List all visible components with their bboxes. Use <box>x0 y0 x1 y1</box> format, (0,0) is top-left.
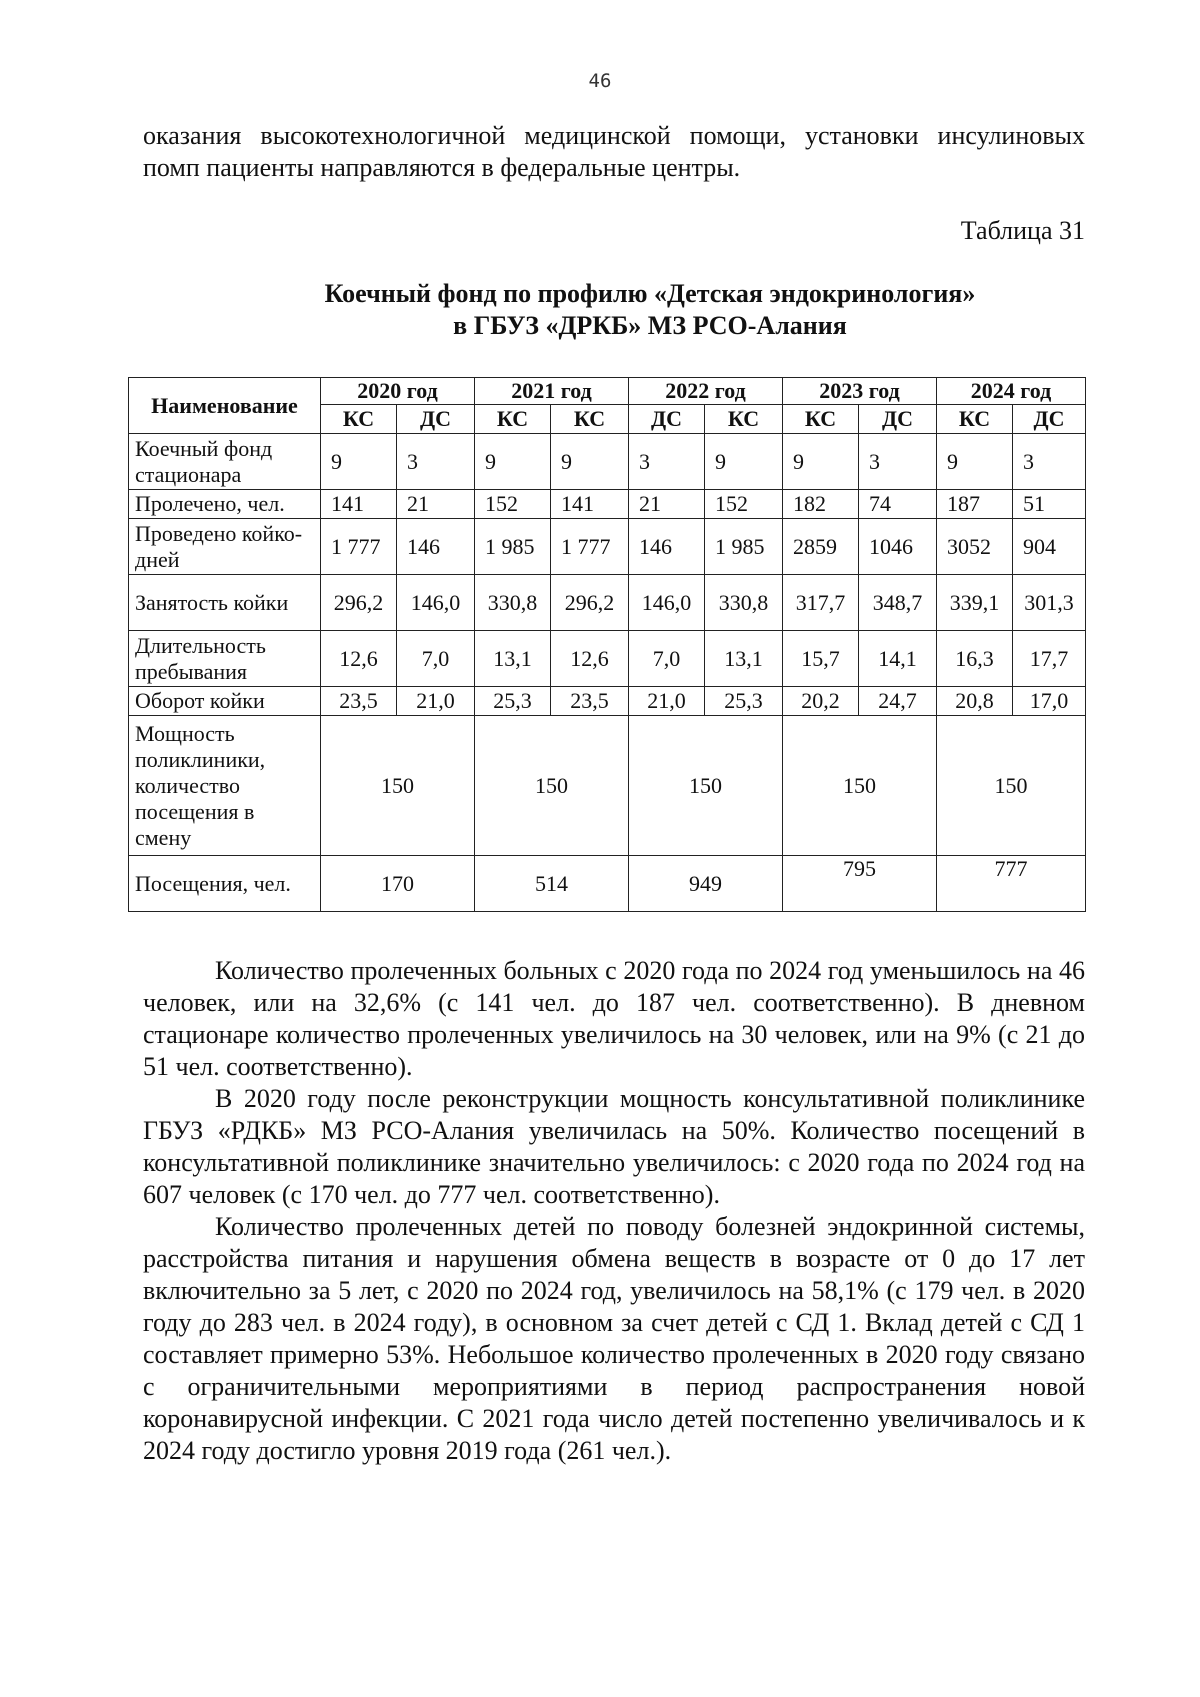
subheader-cell: ДС <box>1013 405 1086 434</box>
intro-paragraph: оказания высокотехнологичной медицинской помощи, установки инсулиновых помп пациенты направляются в федеральные центры. <box>143 121 1085 182</box>
table-cell: 23,5 <box>321 687 397 716</box>
table-cell: 25,3 <box>475 687 551 716</box>
table-cell: 330,8 <box>475 575 551 631</box>
table-cell: 1 985 <box>705 519 783 575</box>
table-cell: 904 <box>1013 519 1086 575</box>
row-label: Мощность поликлиники, количество посещения в смену <box>129 716 321 856</box>
body-text <box>143 955 1085 1467</box>
table-cell: 339,1 <box>937 575 1013 631</box>
table-cell: 146,0 <box>397 575 475 631</box>
table-cell: 3 <box>1013 434 1086 490</box>
paragraph-endocrine-children: Количество пролеченных детей по поводу болезней эндокринной системы, расстройства питания и нарушения обмена веществ в возрасте от 0 до 17 лет включительно за 5 лет, с 2020 по 2024 год, увеличилось на 58,1% (с 179 чел. в 2020 году до 283 чел. в 2024 году), в основном за счет детей с СД 1. Вклад детей с СД 1 составляет примерно 53%. Небольшое количество пролеченных в 2020 году связано с ограничительными мероприятиями в период распространения новой коронавирусной инфекции. С 2021 года число детей постепенно увеличивалось и к 2024 году достигло уровня 2019 года (261 чел.). <box>143 1212 1085 1465</box>
table-cell: 23,5 <box>551 687 629 716</box>
table-cell: 1046 <box>859 519 937 575</box>
header-year-2021: 2021 год <box>475 378 629 405</box>
table-row <box>129 575 1086 631</box>
page-number: 46 <box>588 70 612 92</box>
table-cell: 146 <box>629 519 705 575</box>
table-cell: 17,7 <box>1013 631 1086 687</box>
header-year-2020: 2020 год <box>321 378 475 405</box>
row-label: Длительность пребывания <box>129 631 321 687</box>
table-cell: 141 <box>321 490 397 519</box>
table-cell: 9 <box>551 434 629 490</box>
table-cell: 21 <box>629 490 705 519</box>
row-label: Оборот койки <box>129 687 321 716</box>
table-cell: 21,0 <box>397 687 475 716</box>
table-cell: 296,2 <box>551 575 629 631</box>
subheader-cell: КС <box>551 405 629 434</box>
subheader-cell: КС <box>705 405 783 434</box>
table-cell: 150 <box>937 716 1086 856</box>
table-cell: 170 <box>321 856 475 912</box>
table-caption: Таблица 31 <box>960 216 1085 245</box>
table-row <box>129 716 1086 856</box>
table-cell: 949 <box>629 856 783 912</box>
table-cell: 795 <box>783 856 937 912</box>
table-cell: 9 <box>937 434 1013 490</box>
table-cell: 348,7 <box>859 575 937 631</box>
table-cell: 152 <box>705 490 783 519</box>
table-cell: 15,7 <box>783 631 859 687</box>
header-year-2024: 2024 год <box>937 378 1086 405</box>
subheader-cell: КС <box>937 405 1013 434</box>
table-cell: 1 777 <box>551 519 629 575</box>
table-cell: 1 985 <box>475 519 551 575</box>
paragraph-treated-patients: Количество пролеченных больных с 2020 года по 2024 год уменьшилось на 46 человек, или на 32,6% (с 141 чел. до 187 чел. соответственно). В дневном стационаре количество пролеченных увеличилось на 30 человек, или на 9% (с 21 до 51 чел. соответственно). <box>143 956 1085 1081</box>
header-year-2023: 2023 год <box>783 378 937 405</box>
row-label: Коечный фонд стационара <box>129 434 321 490</box>
table-row <box>129 687 1086 716</box>
table-cell: 13,1 <box>705 631 783 687</box>
header-year-2022: 2022 год <box>629 378 783 405</box>
table-title <box>200 278 1100 342</box>
table-cell: 150 <box>783 716 937 856</box>
table-cell: 146,0 <box>629 575 705 631</box>
table-row <box>129 490 1086 519</box>
paragraph-polyclinic-capacity: В 2020 году после реконструкции мощность консультативной поликлинике ГБУЗ «РДКБ» МЗ РСО-Алания увеличилась на 50%. Количество посещений в консультативной поликлинике значительно увеличилось: с 2020 года по 2024 год на 607 человек (с 170 чел. до 777 чел. соответственно). <box>143 1084 1085 1209</box>
table-cell: 74 <box>859 490 937 519</box>
table-cell: 141 <box>551 490 629 519</box>
table-cell: 3 <box>397 434 475 490</box>
table-cell: 14,1 <box>859 631 937 687</box>
subheader-cell: ДС <box>397 405 475 434</box>
table-cell: 7,0 <box>629 631 705 687</box>
header-name: Наименование <box>129 378 321 434</box>
row-label: Занятость койки <box>129 575 321 631</box>
table-cell: 182 <box>783 490 859 519</box>
table-cell: 17,0 <box>1013 687 1086 716</box>
subheader-cell: КС <box>475 405 551 434</box>
table-cell: 150 <box>629 716 783 856</box>
row-label: Проведено койко-дней <box>129 519 321 575</box>
table-row <box>129 434 1086 490</box>
table-cell: 3 <box>629 434 705 490</box>
bed-fund-table <box>128 377 1086 912</box>
table-cell: 20,2 <box>783 687 859 716</box>
table-cell: 3 <box>859 434 937 490</box>
table-cell: 9 <box>705 434 783 490</box>
table-cell: 3052 <box>937 519 1013 575</box>
table-cell: 296,2 <box>321 575 397 631</box>
table-cell: 12,6 <box>551 631 629 687</box>
table-cell: 514 <box>475 856 629 912</box>
table-cell: 317,7 <box>783 575 859 631</box>
table-cell: 21 <box>397 490 475 519</box>
table-row <box>129 856 1086 912</box>
table-cell: 150 <box>321 716 475 856</box>
table-cell: 301,3 <box>1013 575 1086 631</box>
table-row <box>129 519 1086 575</box>
table-cell: 2859 <box>783 519 859 575</box>
table-cell: 146 <box>397 519 475 575</box>
table-cell: 7,0 <box>397 631 475 687</box>
row-label: Посещения, чел. <box>129 856 321 912</box>
table-cell: 150 <box>475 716 629 856</box>
table-cell: 16,3 <box>937 631 1013 687</box>
table-cell: 25,3 <box>705 687 783 716</box>
table-cell: 187 <box>937 490 1013 519</box>
table-cell: 9 <box>475 434 551 490</box>
table-cell: 24,7 <box>859 687 937 716</box>
table-title-line-1: Коечный фонд по профилю «Детская эндокринология» <box>324 279 976 308</box>
subheader-cell: КС <box>783 405 859 434</box>
table-cell: 1 777 <box>321 519 397 575</box>
table-cell: 21,0 <box>629 687 705 716</box>
table-cell: 12,6 <box>321 631 397 687</box>
table-row <box>129 631 1086 687</box>
table-cell: 51 <box>1013 490 1086 519</box>
table-cell: 777 <box>937 856 1086 912</box>
row-label: Пролечено, чел. <box>129 490 321 519</box>
table-cell: 9 <box>783 434 859 490</box>
table-cell: 152 <box>475 490 551 519</box>
subheader-cell: КС <box>321 405 397 434</box>
table-title-line-2: в ГБУЗ «ДРКБ» МЗ РСО-Алания <box>453 311 847 340</box>
table-cell: 330,8 <box>705 575 783 631</box>
table-cell: 20,8 <box>937 687 1013 716</box>
subheader-cell: ДС <box>859 405 937 434</box>
subheader-cell: ДС <box>629 405 705 434</box>
table-cell: 13,1 <box>475 631 551 687</box>
table-cell: 9 <box>321 434 397 490</box>
